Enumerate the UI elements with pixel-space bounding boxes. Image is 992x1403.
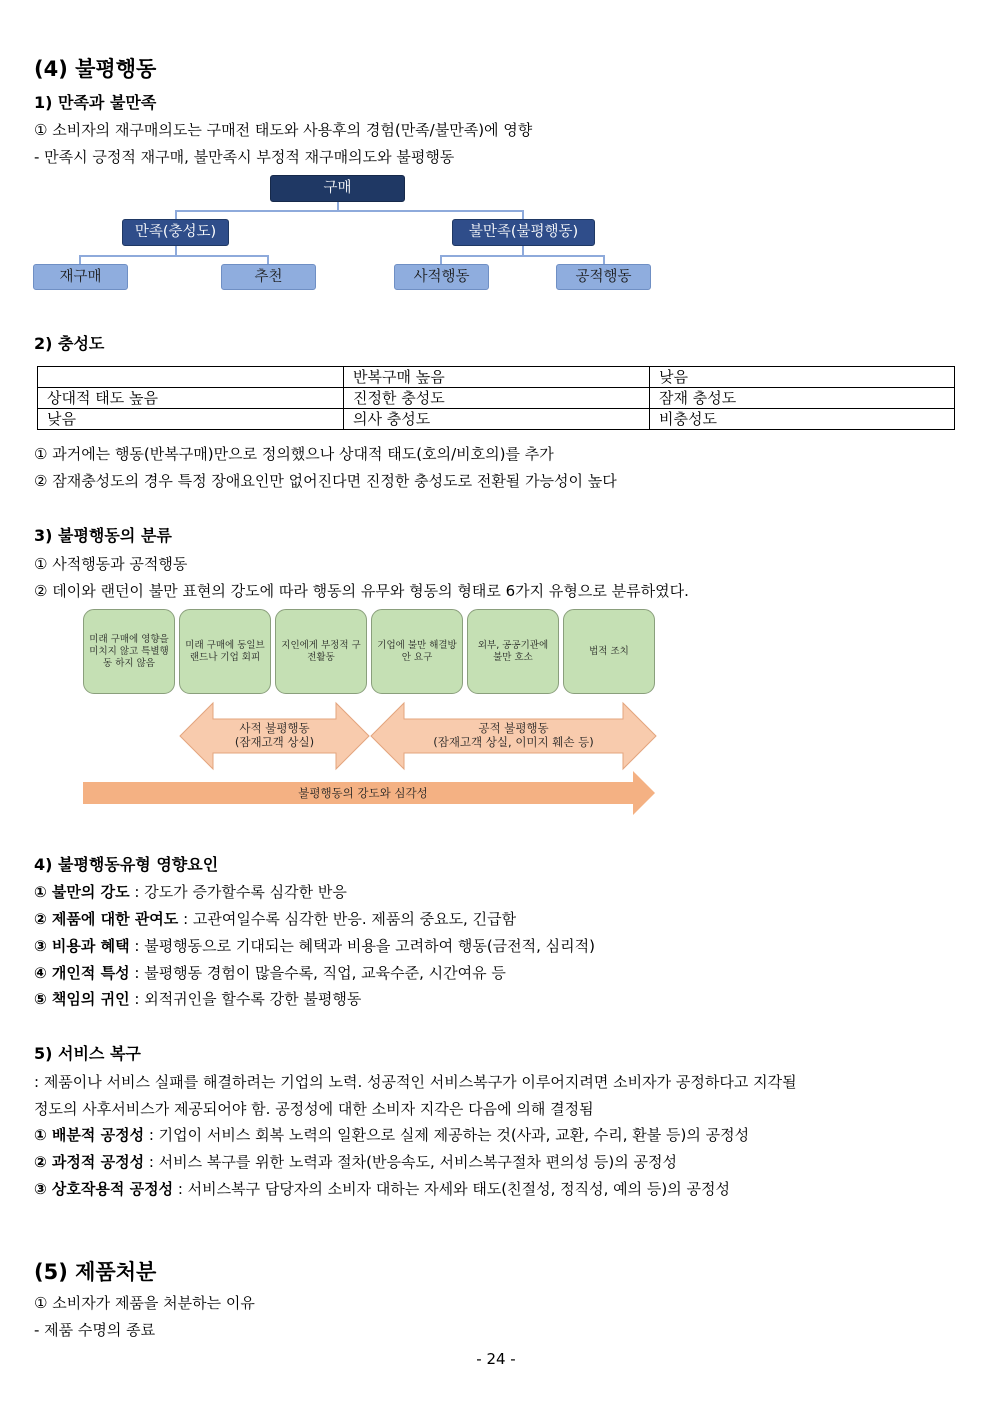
- subsection-title: 2) 충성도: [34, 334, 105, 353]
- text-line: ① 과거에는 행동(반복구매)만으로 정의했으나 상대적 태도(호의/비호의)를 추가: [34, 445, 554, 463]
- tree-leaf-public-action: 공적행동: [556, 264, 651, 290]
- table-cell: 상대적 태도 높음: [38, 388, 344, 409]
- text-line: : 제품이나 서비스 실패를 해결하려는 기업의 노력. 성공적인 서비스복구가 이루어지려면 소비자가 공정하다고 지각될: [34, 1073, 797, 1091]
- table-cell: 반복구매 높음: [344, 367, 650, 388]
- complaint-type-box: 미래 구매에 영향을 미치지 않고 특별행동 하지 않음: [83, 609, 175, 694]
- complaint-type-box: 지인에게 부정적 구전활동: [275, 609, 367, 694]
- tree-leaf-repurchase: 재구매: [33, 264, 128, 290]
- text-line: - 제품 수명의 종료: [34, 1321, 156, 1339]
- complaint-type-box: 기업에 불만 해결방안 요구: [371, 609, 463, 694]
- tree-node-purchase: 구매: [270, 175, 405, 202]
- page-number: - 24 -: [476, 1350, 516, 1368]
- factor-item: ③ 비용과 혜택 : 불평행동으로 기대되는 혜택과 비용을 고려하여 행동(금전적, 심리적): [34, 937, 596, 955]
- text-line: ① 소비자의 재구매의도는 구매전 태도와 사용후의 경험(만족/불만족)에 영향: [34, 121, 533, 139]
- private-arrow-sublabel: (잠재고객 상실): [234, 735, 315, 749]
- text-line: ① 사적행동과 공적행동: [34, 555, 188, 573]
- subsection-title: 1) 만족과 불만족: [34, 93, 157, 112]
- tree-node-dissatisfaction: 불만족(불평행동): [452, 219, 595, 246]
- text-line: 정도의 사후서비스가 제공되어야 함. 공정성에 대한 소비자 지각은 다음에 의해 결정됨: [34, 1100, 594, 1118]
- text-line: ② 데이와 랜던이 불만 표현의 강도에 따라 행동의 유무와 형동의 형태로 6가지 유형으로 분류하였다.: [34, 582, 689, 600]
- subsection-title: 5) 서비스 복구: [34, 1044, 141, 1063]
- subsection-title: 4) 불평행동유형 영향요인: [34, 855, 219, 874]
- tree-leaf-private-action: 사적행동: [394, 264, 489, 290]
- table-cell: 잠재 충성도: [650, 388, 955, 409]
- complaint-type-box: 외부, 공공기관에 불만 호소: [467, 609, 559, 694]
- intensity-arrow-label: 불평행동의 강도와 심각성: [298, 786, 428, 800]
- table-cell: 낮음: [38, 409, 344, 430]
- public-arrow-label: 공적 불평행동: [478, 721, 549, 735]
- public-arrow-sublabel: (잠재고객 상실, 이미지 훼손 등): [433, 735, 594, 749]
- tree-leaf-recommend: 추천: [221, 264, 316, 290]
- factor-item: ① 불만의 강도 : 강도가 증가할수록 심각한 반응: [34, 883, 347, 901]
- factor-item: ⑤ 책임의 귀인 : 외적귀인을 할수록 강한 불평행동: [34, 990, 362, 1008]
- table-cell: 낮음: [650, 367, 955, 388]
- table-cell: 비충성도: [650, 409, 955, 430]
- table-cell: 진정한 충성도: [344, 388, 650, 409]
- text-line: ② 잠재충성도의 경우 특정 장애요인만 없어진다면 진정한 충성도로 전환될 가능성이 높다: [34, 472, 617, 490]
- table-cell: 의사 충성도: [344, 409, 650, 430]
- factor-item: ④ 개인적 특성 : 불평행동 경험이 많을수록, 직업, 교육수준, 시간여유 등: [34, 964, 506, 982]
- fairness-item: ① 배분적 공정성 : 기업이 서비스 회복 노력의 일환으로 실제 제공하는 것(사과, 교환, 수리, 환불 등)의 공정성: [34, 1126, 750, 1144]
- complaint-type-box: 법적 조치: [563, 609, 655, 694]
- section-title: (4) 불평행동: [34, 57, 157, 81]
- private-arrow-label: 사적 불평행동: [239, 721, 310, 735]
- text-line: - 만족시 긍정적 재구매, 불만족시 부정적 재구매의도와 불평행동: [34, 148, 455, 166]
- fairness-item: ② 과정적 공정성 : 서비스 복구를 위한 노력과 절차(반응속도, 서비스복구절차 편의성 등)의 공정성: [34, 1153, 677, 1171]
- factor-item: ② 제품에 대한 관여도 : 고관여일수록 심각한 반응. 제품의 중요도, 긴급함: [34, 910, 517, 928]
- text-line: ① 소비자가 제품을 처분하는 이유: [34, 1294, 255, 1312]
- complaint-type-box: 미래 구매에 동일브랜드나 기업 회피: [179, 609, 271, 694]
- fairness-item: ③ 상호작용적 공정성 : 서비스복구 담당자의 소비자 대하는 자세와 태도(친절성, 정직성, 예의 등)의 공정성: [34, 1180, 730, 1198]
- tree-node-satisfaction: 만족(충성도): [122, 219, 229, 246]
- subsection-title: 3) 불평행동의 분류: [34, 526, 172, 545]
- section-title: (5) 제품처분: [34, 1260, 157, 1284]
